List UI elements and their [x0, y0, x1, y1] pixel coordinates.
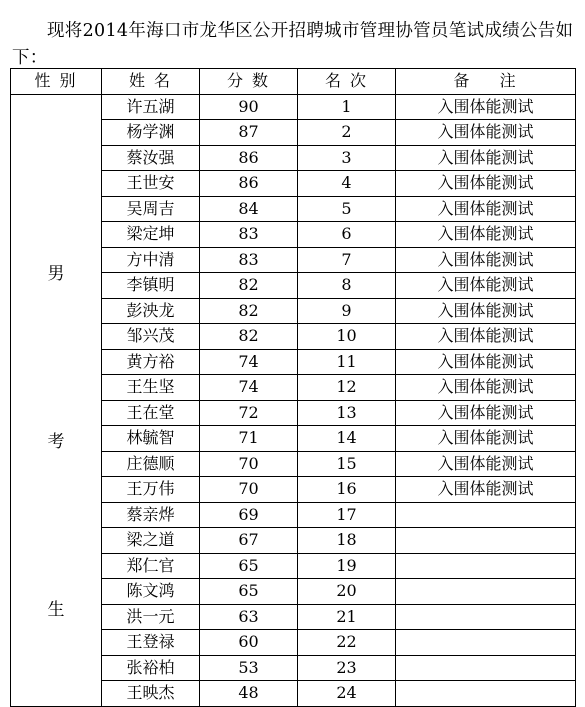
- rank-cell: 3: [298, 145, 396, 171]
- score-cell: 86: [200, 145, 298, 171]
- score-cell: 90: [200, 94, 298, 120]
- rank-cell: 7: [298, 247, 396, 273]
- remark-cell: 入围体能测试: [396, 426, 576, 452]
- remark-cell: 入围体能测试: [396, 375, 576, 401]
- rank-cell: 1: [298, 94, 396, 120]
- header-rank: 名 次: [298, 69, 396, 95]
- rank-cell: 17: [298, 502, 396, 528]
- name-cell: 梁之道: [102, 528, 200, 554]
- score-cell: 67: [200, 528, 298, 554]
- name-cell: 洪一元: [102, 604, 200, 630]
- gender-char: 男: [47, 263, 65, 284]
- remark-cell: 入围体能测试: [396, 400, 576, 426]
- score-cell: 48: [200, 681, 298, 707]
- remark-cell: 入围体能测试: [396, 349, 576, 375]
- score-cell: 65: [200, 579, 298, 605]
- table-row: [11, 94, 576, 120]
- rank-cell: 22: [298, 630, 396, 656]
- remark-cell: 入围体能测试: [396, 222, 576, 248]
- remark-cell: 入围体能测试: [396, 94, 576, 120]
- rank-cell: 21: [298, 604, 396, 630]
- name-cell: 王在堂: [102, 400, 200, 426]
- score-cell: 71: [200, 426, 298, 452]
- table-header-row: [11, 69, 576, 95]
- rank-cell: 8: [298, 273, 396, 299]
- name-cell: 黄方裕: [102, 349, 200, 375]
- name-cell: 王万伟: [102, 477, 200, 503]
- rank-cell: 4: [298, 171, 396, 197]
- header-gender: 性 别: [11, 69, 102, 95]
- name-cell: 彭泱龙: [102, 298, 200, 324]
- name-cell: 吴周吉: [102, 196, 200, 222]
- name-cell: 王生坚: [102, 375, 200, 401]
- name-cell: 林毓智: [102, 426, 200, 452]
- rank-cell: 19: [298, 553, 396, 579]
- remark-cell: 入围体能测试: [396, 196, 576, 222]
- score-cell: 74: [200, 349, 298, 375]
- name-cell: 陈文鸿: [102, 579, 200, 605]
- header-remark: 备 注: [396, 69, 576, 95]
- rank-cell: 16: [298, 477, 396, 503]
- name-cell: 王映杰: [102, 681, 200, 707]
- score-cell: 83: [200, 222, 298, 248]
- score-cell: 82: [200, 324, 298, 350]
- name-cell: 王世安: [102, 171, 200, 197]
- header-name: 姓 名: [102, 69, 200, 95]
- remark-cell: 入围体能测试: [396, 273, 576, 299]
- name-cell: 杨学渊: [102, 120, 200, 146]
- score-cell: 82: [200, 298, 298, 324]
- remark-cell: [396, 655, 576, 681]
- gender-char: 考: [47, 431, 65, 452]
- score-cell: 60: [200, 630, 298, 656]
- remark-cell: 入围体能测试: [396, 298, 576, 324]
- score-cell: 65: [200, 553, 298, 579]
- remark-cell: [396, 528, 576, 554]
- rank-cell: 9: [298, 298, 396, 324]
- name-cell: 方中清: [102, 247, 200, 273]
- name-cell: 郑仁官: [102, 553, 200, 579]
- rank-cell: 11: [298, 349, 396, 375]
- name-cell: 王登禄: [102, 630, 200, 656]
- remark-cell: 入围体能测试: [396, 120, 576, 146]
- header-score: 分 数: [200, 69, 298, 95]
- score-cell: 87: [200, 120, 298, 146]
- score-cell: 70: [200, 451, 298, 477]
- rank-cell: 5: [298, 196, 396, 222]
- rank-cell: 14: [298, 426, 396, 452]
- name-cell: 梁定坤: [102, 222, 200, 248]
- remark-cell: [396, 579, 576, 605]
- table-body: [11, 94, 576, 706]
- name-cell: 蔡汝强: [102, 145, 200, 171]
- gender-char: 生: [47, 599, 65, 620]
- remark-cell: [396, 681, 576, 707]
- name-cell: 蔡亲烨: [102, 502, 200, 528]
- name-cell: 李镇明: [102, 273, 200, 299]
- name-cell: 邹兴茂: [102, 324, 200, 350]
- score-cell: 53: [200, 655, 298, 681]
- score-cell: 74: [200, 375, 298, 401]
- rank-cell: 24: [298, 681, 396, 707]
- rank-cell: 18: [298, 528, 396, 554]
- remark-cell: 入围体能测试: [396, 451, 576, 477]
- remark-cell: [396, 630, 576, 656]
- remark-cell: [396, 604, 576, 630]
- score-cell: 82: [200, 273, 298, 299]
- score-cell: 86: [200, 171, 298, 197]
- rank-cell: 13: [298, 400, 396, 426]
- rank-cell: 15: [298, 451, 396, 477]
- score-cell: 83: [200, 247, 298, 273]
- results-table: [10, 68, 576, 707]
- remark-cell: 入围体能测试: [396, 247, 576, 273]
- gender-cell: [11, 94, 102, 706]
- score-cell: 63: [200, 604, 298, 630]
- remark-cell: 入围体能测试: [396, 171, 576, 197]
- score-cell: 84: [200, 196, 298, 222]
- intro-paragraph: 现将2014年海口市龙华区公开招聘城市管理协管员笔试成绩公告如下：: [12, 20, 574, 68]
- name-cell: 庄德顺: [102, 451, 200, 477]
- name-cell: 张裕柏: [102, 655, 200, 681]
- remark-cell: [396, 553, 576, 579]
- name-cell: 许五湖: [102, 94, 200, 120]
- rank-cell: 20: [298, 579, 396, 605]
- rank-cell: 2: [298, 120, 396, 146]
- remark-cell: 入围体能测试: [396, 477, 576, 503]
- score-cell: 69: [200, 502, 298, 528]
- remark-cell: 入围体能测试: [396, 324, 576, 350]
- rank-cell: 10: [298, 324, 396, 350]
- score-cell: 70: [200, 477, 298, 503]
- remark-cell: 入围体能测试: [396, 145, 576, 171]
- rank-cell: 6: [298, 222, 396, 248]
- rank-cell: 12: [298, 375, 396, 401]
- rank-cell: 23: [298, 655, 396, 681]
- remark-cell: [396, 502, 576, 528]
- score-cell: 72: [200, 400, 298, 426]
